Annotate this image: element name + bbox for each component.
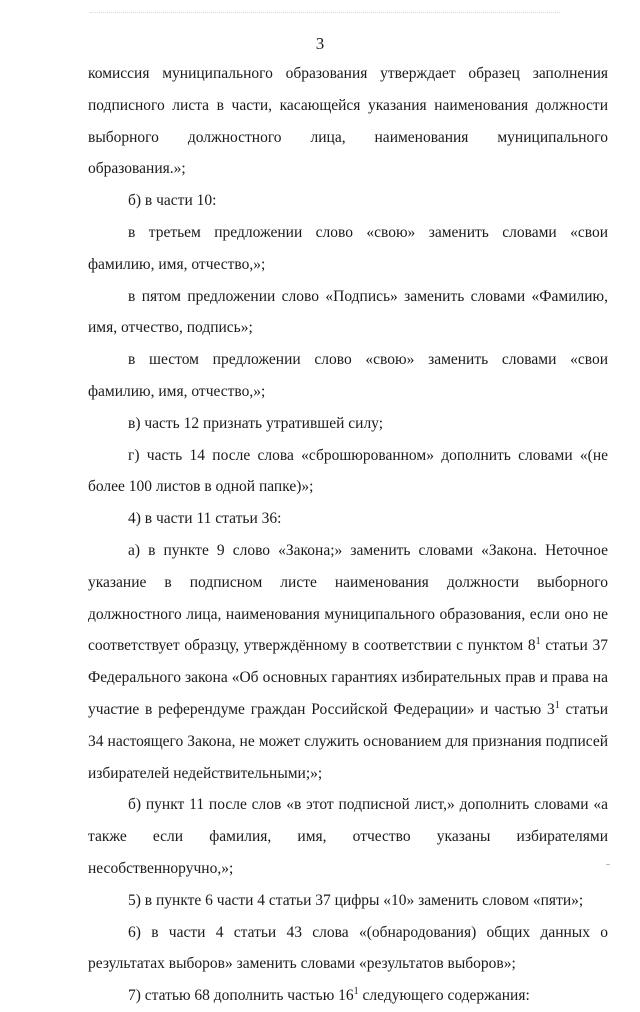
- paragraph-text-segment: статьи 37 Федерального закона «Об основных гарантиях избирательных прав и права на участие в референдуме граждан Российской Федерации» и частью 3: [88, 637, 608, 718]
- paragraph-sixth-sentence: в шестом предложении слово «свою» заменить словами «свои фамилию, имя, отчество,»;: [88, 351, 608, 400]
- paragraph-item-6-article-43: 6) в части 4 статьи 43 слова «(обнародования) общих данных о результатах выборов» заменить словами «результатов выборов»;: [88, 923, 608, 973]
- superscript: 1: [353, 986, 359, 998]
- superscript: 1: [554, 699, 560, 711]
- paragraph-item-7-article-68: [88, 980, 608, 1012]
- paragraph-item-a-point-9: [88, 535, 608, 789]
- paragraph-item-4-article-36: 4) в части 11 статьи 36:: [128, 510, 282, 528]
- paragraph-text-segment: а) в пункте 9 слово «Закона;» заменить словами «Закона. Неточное указание в подписном листе наименования должности выборного должностного лица, наименования муниципального образования, если оно не соответствует образцу, утверждённому в соответствии с пунктом 8: [88, 541, 608, 655]
- paragraph-item-g-part-14: г) часть 14 после слова «сброшюрованном» дополнить словами «(не более 100 листов в одной папке)»;: [88, 446, 608, 496]
- paragraph-item-v-part-12: в) часть 12 признать утратившей силу;: [128, 414, 384, 432]
- paragraph-text-segment: статьи 34 настоящего Закона, не может служить основанием для признания подписей избирателей недействительными;»;: [88, 700, 608, 782]
- superscript: 1: [535, 636, 541, 648]
- paragraph-third-sentence: в третьем предложении слово «свою» заменить словами «свои фамилию, имя, отчество,»;: [88, 223, 608, 273]
- page-number: 3: [315, 34, 325, 53]
- document-body: [88, 58, 608, 1012]
- paragraph-text-segment: следующего содержания:: [358, 987, 530, 1005]
- scan-artifact-mark: [606, 864, 610, 865]
- paragraph-continuation: комиссия муниципального образования утверждает образец заполнения подписного листа в части, касающейся указания наименования должности выборного должностного лица, наименования муниципального образования.»;: [88, 65, 608, 178]
- paragraph-text-segment: 7) статью 68 дополнить частью 16: [128, 987, 354, 1005]
- paragraph-item-b-part-10: б) в части 10:: [128, 192, 217, 210]
- paragraph-item-b-point-11: б) пункт 11 после слов «в этот подписной лист,» дополнить словами «а также если фамилия, имя, отчество указаны избирателями несобственноручно,»;: [88, 796, 608, 877]
- scan-artifact-line: [90, 12, 560, 15]
- paragraph-item-5-article-37: 5) в пункте 6 части 4 статьи 37 цифры «10» заменить словом «пяти»;: [128, 891, 584, 909]
- paragraph-fifth-sentence: в пятом предложении слово «Подпись» заменить словами «Фамилию, имя, отчество, подпись»;: [88, 287, 608, 337]
